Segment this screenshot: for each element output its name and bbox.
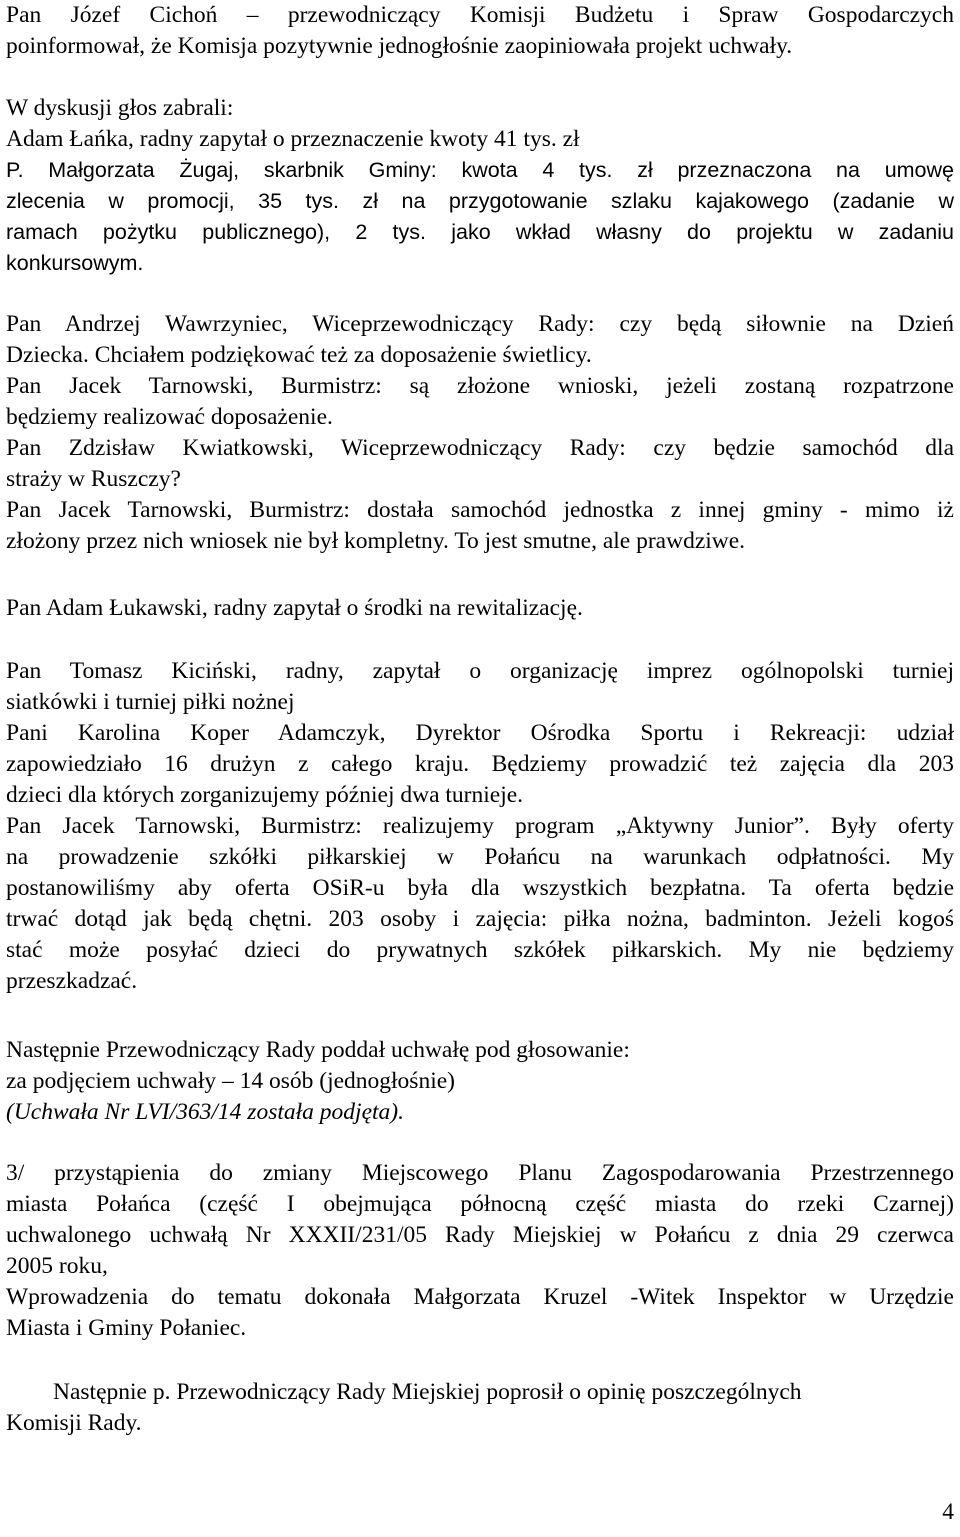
paragraph-komisja-budzetu [6,0,954,62]
text-line: Wprowadzenia do tematu dokonała Małgorzata Kruzel -Witek Inspektor w Urzędzie [6,1284,954,1310]
text-line: Pan Jacek Tarnowski, Burmistrz: dostała samochód jednostka z innej gminy - mimo iż [6,497,954,523]
text-line: Komisji Rady. [6,1410,142,1436]
text-line: miasta Połańca (część I obejmująca północną część miasta do rzeki Czarnej) [6,1191,954,1217]
text-line: Pan Józef Cichoń – przewodniczący Komisji Budżetu i Spraw Gospodarczych [6,2,954,28]
text-line: Pan Jacek Tarnowski, Burmistrz: realizujemy program „Aktywny Junior”. Były oferty [6,813,954,839]
paragraph-rewitalizacja [6,593,954,624]
text-line: przeszkadzać. [6,968,138,994]
text-line: uchwalonego uchwałą Nr XXXII/231/05 Rady Miejskiej w Połańcu z dnia 29 czerwca [6,1222,954,1248]
text-line: będziemy realizować doposażenie. [6,404,333,430]
text-line: W dyskusji głos zabrali: [6,95,234,121]
text-line: ramach pożytku publicznego), 2 tys. jako wkład własny do projektu w zadaniu [6,220,954,244]
text-line: Pani Karolina Koper Adamczyk, Dyrektor Ośrodka Sportu i Rekreacji: udział [6,720,954,746]
paragraph-opinie-komisji [6,1377,954,1439]
text-line: Dziecka. Chciałem podziękować też za doposażenie świetlicy. [6,342,592,368]
resolution-note: (Uchwała Nr LVI/363/14 została podjęta). [6,1099,404,1125]
text-line: 2005 roku, [6,1253,108,1279]
text-line: straży w Ruszczy? [6,466,181,492]
text-line: za podjęciem uchwały – 14 osób (jednogłośnie) [6,1068,455,1094]
paragraph-silownie [6,309,954,557]
text-line: Następnie Przewodniczący Rady poddał uchwałę pod głosowanie: [6,1037,630,1063]
text-line: na prowadzenie szkółki piłkarskiej w Połańcu na warunkach odpłatności. My [6,844,954,870]
text-line: Miasta i Gminy Połaniec. [6,1315,247,1341]
text-line: Adam Łańka, radny zapytał o przeznaczenie kwoty 41 tys. zł [6,126,580,152]
paragraph-turnieje [6,656,954,997]
text-line: trwać dotąd jak będą chętni. 203 osoby i zajęcia: piłka nożna, badminton. Jeżeli kogoś [6,906,954,932]
paragraph-plan-zagospodarowania [6,1158,954,1344]
text-line: stać może posyłać dzieci do prywatnych szkółek piłkarskich. My nie będziemy [6,937,954,963]
text-line: siatkówki i turniej piłki nożnej [6,689,295,715]
text-line: Następnie p. Przewodniczący Rady Miejskiej poprosił o opinię poszczególnych [6,1379,802,1405]
paragraph-skarbnik [6,155,954,279]
text-line: Pan Jacek Tarnowski, Burmistrz: są złożone wnioski, jeżeli zostaną rozpatrzone [6,373,954,399]
text-line: 3/ przystąpienia do zmiany Miejscowego Planu Zagospodarowania Przestrzennego [6,1160,954,1186]
text-line: Pan Andrzej Wawrzyniec, Wiceprzewodniczący Rady: czy będą siłownie na Dzień [6,311,954,337]
text-line: konkursowym. [6,251,144,275]
text-line: złożony przez nich wniosek nie był kompletny. To jest smutne, ale prawdziwe. [6,528,746,554]
text-line: dzieci dla których zorganizujemy później dwa turnieje. [6,782,524,808]
text-line: Pan Tomasz Kiciński, radny, zapytał o organizację imprez ogólnopolski turniej [6,658,954,684]
text-line: zlecenia w promocji, 35 tys. zł na przygotowanie szlaku kajakowego (zadanie w [6,189,954,213]
paragraph-glosowanie [6,1035,954,1128]
paragraph-dyskusja [6,93,954,155]
text-line: P. Małgorzata Żugaj, skarbnik Gminy: kwota 4 tys. zł przeznaczona na umowę [6,158,954,182]
text-line: postanowiliśmy aby oferta OSiR-u była dla wszystkich bezpłatna. Ta oferta będzie [6,875,954,901]
text-line: poinformował, że Komisja pozytywnie jednogłośnie zaopiniowała projekt uchwały. [6,33,793,59]
text-line: zapowiedziało 16 drużyn z całego kraju. Będziemy prowadzić też zajęcia dla 203 [6,751,954,777]
text-line: Pan Zdzisław Kwiatkowski, Wiceprzewodniczący Rady: czy będzie samochód dla [6,435,954,461]
text-line: Pan Adam Łukawski, radny zapytał o środki na rewitalizację. [6,595,583,621]
page-number: 4 [942,1499,954,1525]
